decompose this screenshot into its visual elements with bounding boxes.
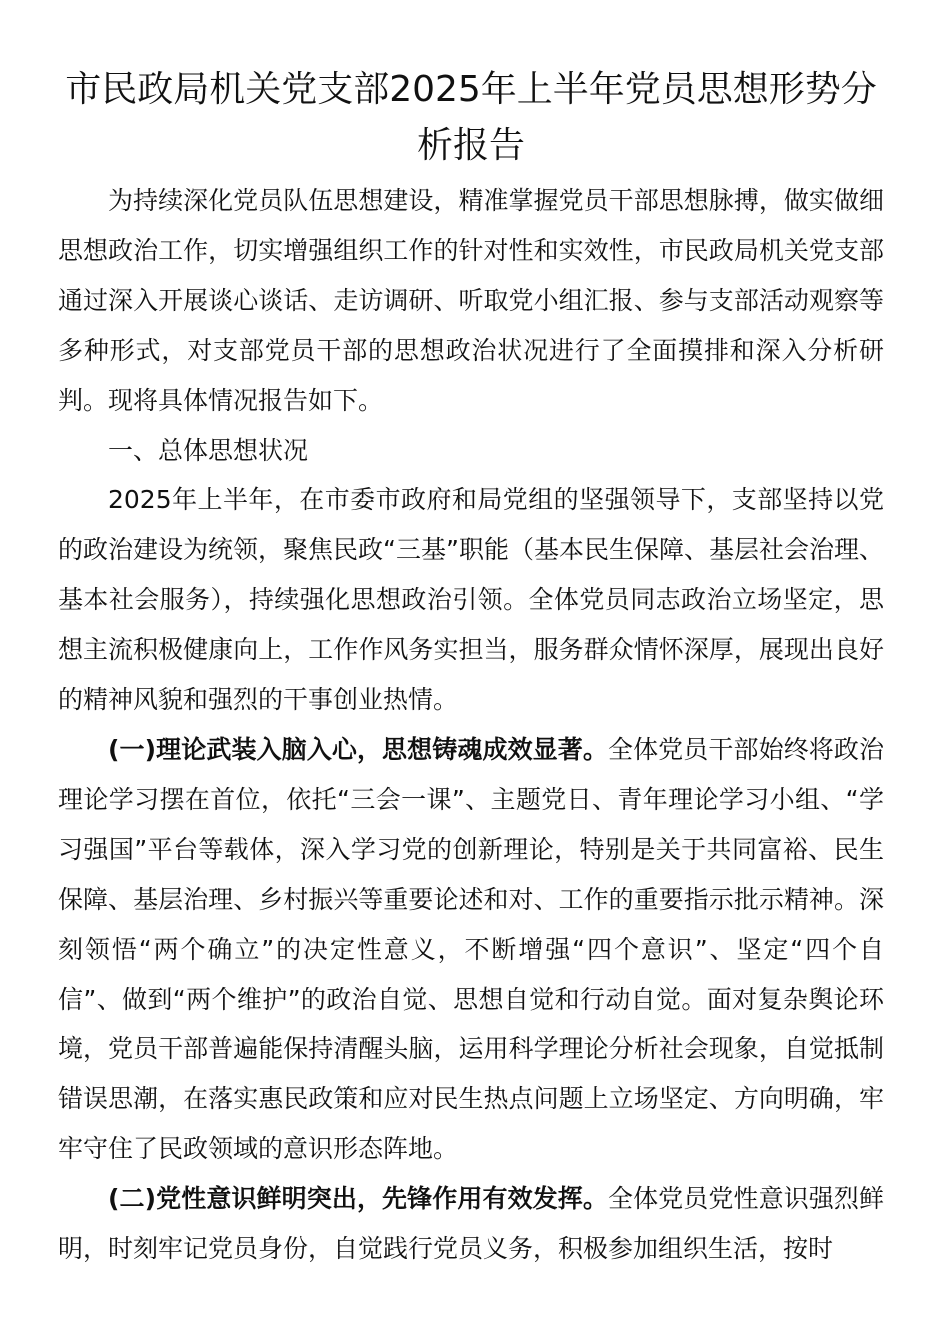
point-2-paragraph <box>58 1174 884 1274</box>
point-2-lead: (二)党性意识鲜明突出，先锋作用有效发挥。 <box>108 1184 608 1214</box>
section-1-heading: 一、总体思想状况 <box>108 435 309 465</box>
point-1-paragraph <box>58 725 884 1174</box>
intro-paragraph: 为持续深化党员队伍思想建设，精准掌握党员干部思想脉搏，做实做细思想政治工作，切实增强组织工作的针对性和实效性，市民政局机关党支部通过深入开展谈心谈话、走访调研、听取党小组汇报、参与支部活动观察等多种形式，对支部党员干部的思想政治状况进行了全面摸排和深入分析研判。现将具体情况报告如下。 <box>58 186 884 415</box>
document-title: 市民政局机关党支部2025年上半年党员思想形势分析报告 <box>65 69 877 166</box>
point-1-lead: (一)理论武装入脑入心，思想铸魂成效显著。 <box>108 734 608 764</box>
point-1-body: 全体党员干部始终将政治理论学习摆在首位，依托“三会一课”、主题党日、青年理论学习小组、“学习强国”平台等载体，深入学习党的创新理论，特别是关于共同富裕、民生保障、基层治理、乡村振兴等重要论述和对、工作的重要指示批示精神。深刻领悟“两个确立”的决定性意义，不断增强“四个意识”、坚定“四个自信”、做到“两个维护”的政治自觉、思想自觉和行动自觉。面对复杂舆论环境，党员干部普遍能保持清醒头脑，运用科学理论分析社会现象，自觉抵制错误思潮，在落实惠民政策和应对民生热点问题上立场坚定、方向明确，牢牢守住了民政领域的意识形态阵地。 <box>58 734 884 1164</box>
point-2-body: 全体党员党性意识强烈鲜明，时刻牢记党员身份，自觉践行党员义务，积极参加组织生活，按时 <box>58 1184 884 1264</box>
section-1-paragraph: 2025年上半年，在市委市政府和局党组的坚强领导下，支部坚持以党的政治建设为统领，聚焦民政“三基”职能（基本民生保障、基层社会治理、基本社会服务），持续强化思想政治引领。全体党员同志政治立场坚定，思想主流积极健康向上，工作作风务实担当，服务群众情怀深厚，展现出良好的精神风貌和强烈的干事创业热情。 <box>58 485 884 715</box>
document-page <box>58 62 884 1274</box>
